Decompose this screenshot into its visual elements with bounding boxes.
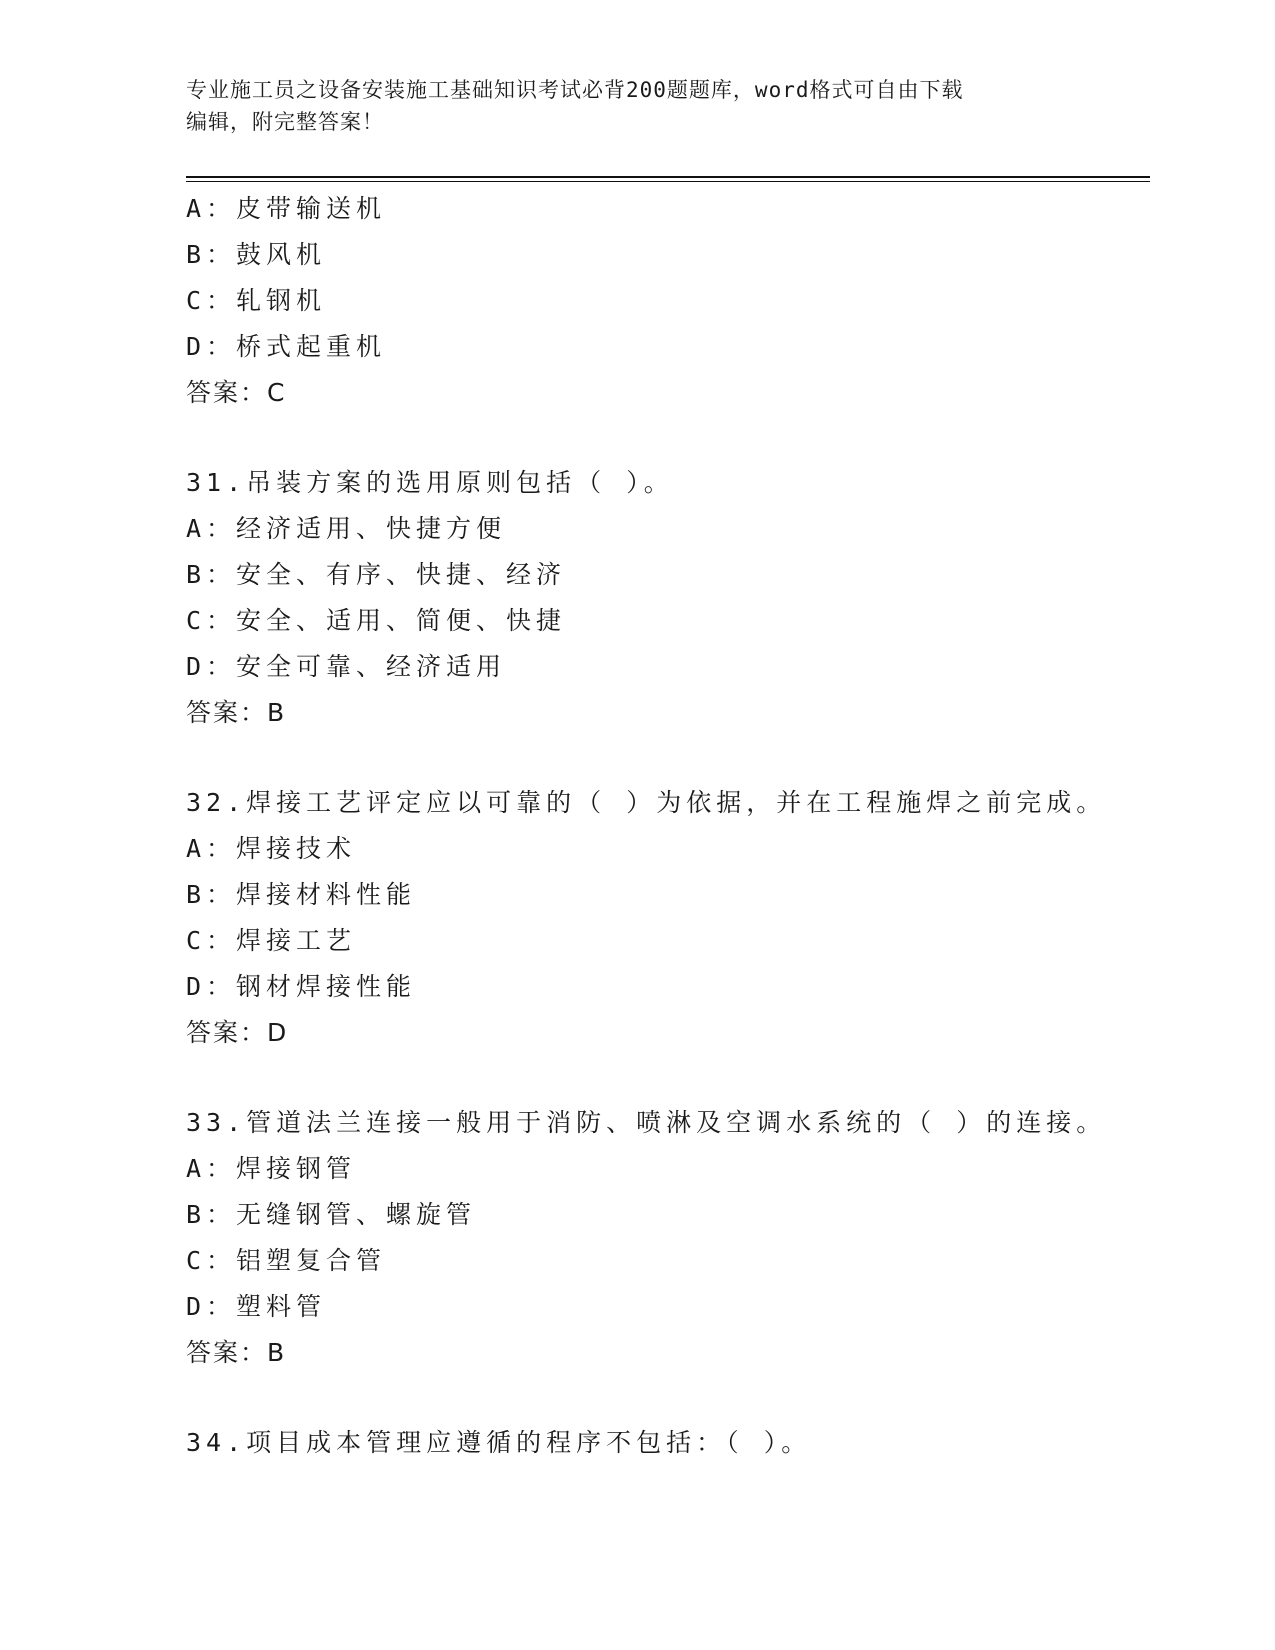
option-d: D：钢材焊接性能 bbox=[186, 972, 417, 1001]
answer: 答案：B bbox=[186, 1338, 287, 1367]
question-stem: 31.吊装方案的选用原则包括（ ）。 bbox=[186, 468, 674, 497]
option-c: C：铝塑复合管 bbox=[186, 1246, 387, 1275]
spacer bbox=[186, 736, 1146, 780]
question-block-30 bbox=[186, 186, 1146, 416]
option-d: D：桥式起重机 bbox=[186, 332, 387, 361]
question-block-34 bbox=[186, 1420, 1146, 1466]
option-d: D：安全可靠、经济适用 bbox=[186, 652, 507, 681]
question-block-32 bbox=[186, 780, 1146, 1056]
spacer bbox=[186, 416, 1146, 460]
header-line-2: 编辑，附完整答案！ bbox=[186, 110, 384, 134]
option-a: A：焊接技术 bbox=[186, 834, 357, 863]
header-line-1: 专业施工员之设备安装施工基础知识考试必背200题题库，word格式可自由下载 bbox=[186, 78, 964, 102]
option-b: B：无缝钢管、螺旋管 bbox=[186, 1200, 477, 1229]
option-a: A：皮带输送机 bbox=[186, 194, 387, 223]
answer: 答案：B bbox=[186, 698, 287, 727]
answer: 答案：C bbox=[186, 378, 287, 407]
option-c: C：安全、适用、简便、快捷 bbox=[186, 606, 567, 635]
document-header bbox=[186, 74, 1086, 138]
header-rule-thin bbox=[186, 181, 1150, 182]
option-a: A：经济适用、快捷方便 bbox=[186, 514, 507, 543]
option-a: A：焊接钢管 bbox=[186, 1154, 357, 1183]
header-rule-thick bbox=[186, 176, 1150, 178]
spacer bbox=[186, 1376, 1146, 1420]
question-block-31 bbox=[186, 460, 1146, 736]
option-c: C：焊接工艺 bbox=[186, 926, 357, 955]
question-stem: 32.焊接工艺评定应以可靠的（ ）为依据，并在工程施焊之前完成。 bbox=[186, 788, 1107, 817]
document-content bbox=[186, 186, 1146, 1466]
option-b: B：鼓风机 bbox=[186, 240, 327, 269]
question-stem: 33.管道法兰连接一般用于消防、喷淋及空调水系统的（ ）的连接。 bbox=[186, 1108, 1107, 1137]
option-c: C：轧钢机 bbox=[186, 286, 327, 315]
answer: 答案：D bbox=[186, 1018, 289, 1047]
question-block-33 bbox=[186, 1100, 1146, 1376]
option-b: B：焊接材料性能 bbox=[186, 880, 417, 909]
question-stem: 34.项目成本管理应遵循的程序不包括：（ ）。 bbox=[186, 1428, 812, 1457]
option-b: B：安全、有序、快捷、经济 bbox=[186, 560, 567, 589]
spacer bbox=[186, 1056, 1146, 1100]
option-d: D：塑料管 bbox=[186, 1292, 327, 1321]
